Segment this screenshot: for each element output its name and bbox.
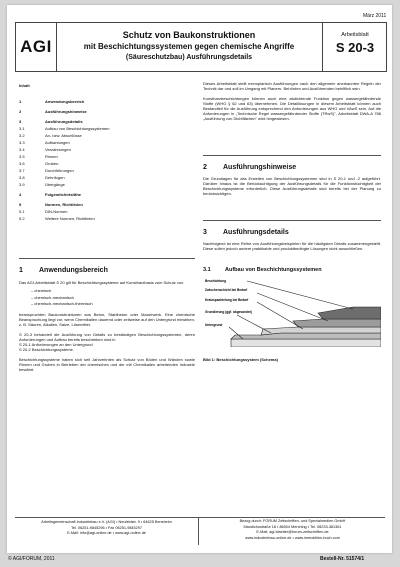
toc-item-label: Anwendungsbereich (45, 99, 85, 104)
toc-item (19, 215, 189, 222)
logo-cell (16, 23, 57, 71)
toc-list (19, 98, 189, 222)
section-number: 3 (203, 229, 207, 236)
document-title: Schutz von Baukonstruktionen (122, 30, 256, 40)
toc-item-label: Weitere Normen, Richtlinien (45, 216, 95, 221)
leader-line (257, 302, 303, 329)
footer-divider (15, 517, 385, 518)
section-2-body (203, 176, 381, 196)
label-scratch-coat: Kratzspachtelung bei Bedarf (205, 298, 249, 302)
toc-item-label: Folgemitchirtsitthe (45, 192, 82, 197)
leader-line (237, 315, 271, 333)
toc-item-number: 3.6 (19, 161, 25, 166)
toc-item-label: Durchführungen (45, 168, 74, 173)
toc-item-number: 3.1 (19, 126, 25, 131)
paragraph: Das AGI-Arbeitsblatt S 20 gilt für Beschichtungssysteme auf Kunstharzbasis zum Schutz von (19, 280, 184, 285)
list-item: S 20-2 Beschichtungssysteme. (19, 346, 74, 352)
document-subtitle: mit Beschichtungssystemen gegen chemische Angriffe (83, 42, 295, 51)
label-intermediate: Zwischenschicht bei Bedarf (205, 288, 248, 292)
toc-item-label: Übergänge (45, 182, 65, 187)
section-3-heading (203, 229, 289, 236)
toc-item-label: Dehnfugen (45, 175, 65, 180)
paragraph: S 20-3 behandelt die Ausführung von Details zu beständigen Beschichtungssystemen, deren Anforderungen und Aufbau bereits beschrieben sind in (19, 331, 195, 342)
paragraph: Beschichtungssysteme haben sich seit Jahrzehnten als Schutz von Böden und Wänden sowie Rinnen und Gruben in Betrieben der chemischen und der mit Chemikalien arbeitenden Industrie bewährt. (19, 356, 195, 372)
label-primer: Grundierung (ggf. abgesandet) (205, 310, 252, 314)
section-number: 2 (203, 164, 207, 171)
sheet-number-cell (322, 23, 387, 71)
issue-date: März 2011 (363, 13, 387, 19)
section-2-heading (203, 164, 296, 171)
agi-logo: AGI (20, 37, 52, 56)
leader-line (247, 281, 353, 309)
toc-item-label: Aufbau von Beschichtungssystemen (45, 126, 110, 131)
toc-item (19, 153, 189, 160)
footer-separator (198, 517, 199, 545)
section-title: Aufbau von Beschichtungssystemen (225, 267, 322, 273)
section-number: 3.1 (203, 267, 211, 273)
paragraph: Nachfolgend ist eine Reihe von Ausführungsbeispielen für die häufigsten Details zusammengestellt. Diese sollen jedoch andere praktikable und produktbedingte Lösungen nicht ausschließen. (203, 241, 381, 251)
right-intro (203, 81, 381, 121)
toc-item-number: 5.2 (19, 216, 25, 221)
toc-item-number: 2 (19, 109, 22, 114)
toc-item (19, 118, 189, 125)
toc-item-number: 3.4 (19, 147, 25, 152)
title-cell (56, 23, 322, 71)
toc-item (19, 132, 189, 139)
copyright: © AGI/FORUM, 2011 (8, 556, 55, 562)
toc-item-label: Verzahnungen (45, 147, 71, 152)
toc-item (19, 108, 189, 115)
section-title: Anwendungsbereich (39, 267, 108, 274)
toc-item (19, 191, 189, 198)
toc-item-label: Gruben (45, 161, 59, 166)
sheet-number: S 20-3 (335, 40, 375, 55)
toc-item (19, 174, 189, 181)
toc-item (19, 201, 189, 208)
primer-layer (231, 333, 381, 339)
section-3-1-heading (203, 267, 322, 273)
reference-list (19, 342, 195, 352)
toc-item-label: Ausführungsdetails (45, 119, 83, 124)
leader-line (257, 293, 328, 321)
toc-heading: Inhalt (19, 83, 30, 88)
section-number: 1 (19, 267, 23, 274)
toc-item-number: 5.1 (19, 209, 25, 214)
toc-item (19, 208, 189, 215)
toc-item-number: 5 (19, 202, 22, 207)
address-line: Mandichostraße 18 • 86504 Merching • Tel. 08233-381361 (243, 524, 342, 529)
distributor-line: Bezug durch: FORUM Zeitschriften- und Spezialmedien GmbH (239, 519, 346, 523)
toc-item (19, 181, 189, 188)
toc-item (19, 160, 189, 167)
label-substrate: Untergrund (205, 323, 223, 327)
toc-item (19, 98, 189, 105)
order-number: Bestell-Nr. 51574/1 (320, 556, 365, 562)
web-line: www.industriebau-online.de • www.immobilien-buch.com (245, 535, 340, 540)
toc-item (19, 125, 189, 132)
coating-layer (318, 307, 381, 319)
section-divider (203, 155, 381, 156)
list-item: – chemisch-mechanisch-thermisch (31, 301, 93, 306)
toc-item (19, 139, 189, 146)
toc-item-number: 3 (19, 119, 22, 124)
publisher-info (15, 520, 198, 537)
beanspruchung-list (19, 288, 195, 308)
section-1-heading (19, 267, 108, 274)
paragraph: Dieses Arbeitsblatt stellt exemplarisch Ausführungen nach den allgemein anerkannten Regeln der Technik dar und soll im Umgang mit Planern, Behörden und Ausführenden behilflich sein. (203, 81, 381, 91)
section-title: Ausführungshinweise (223, 164, 297, 171)
section-title: Ausführungsdetails (223, 229, 289, 236)
toc-item-number: 3.8 (19, 175, 25, 180)
list-item: – chemisch (31, 288, 52, 293)
toc-item-label: Ausführungshinweise (45, 109, 87, 114)
section-divider (203, 220, 381, 221)
toc-item-number: 3.2 (19, 133, 25, 138)
toc-item (19, 167, 189, 174)
toc-item-number: 1 (19, 99, 22, 104)
toc-item-number: 3.3 (19, 140, 25, 145)
toc-item-number: 3.5 (19, 154, 25, 159)
intermediate-layer (293, 319, 381, 327)
coating-system-figure (203, 277, 381, 347)
contact-line: E-Mail: info@agi-online.de • www.agi-online.de (67, 531, 146, 535)
email-line: E-Mail: agi-blaetter@forum-zeitschriften.de (256, 530, 329, 534)
table-of-contents (19, 82, 189, 222)
document-subtitle-2: (Säureschutzbau) Ausführungsdetails (125, 54, 253, 61)
phone-line: Tel. 06251-9845296 • Fax 06251-9845297 (71, 525, 142, 530)
toc-item-label: DIN-Normen (45, 209, 68, 214)
toc-item-number: 3.9 (19, 182, 25, 187)
toc-item (19, 146, 189, 153)
paragraph: Kunstharzbeschichtungen können auch eine abdichtende Funktion gegen wassergefährdende Stoffe (WHG § 62 und 63) übernehmen. Die Detaillösungen in diesem Arbeitsblatt können auch Bestandteil für die Ausführung entsprechend den Anforderungen aus WHG und VAwS sein. Auf die Anforderungen in „Technische Regel wassergefährdender Stoffe (TRwS)", Arbeitsblatt DWA-A 786 „Ausführung von Dichtflächen" wird hingewiesen. (203, 96, 381, 121)
section-3-body (203, 241, 381, 251)
toc-item-label: Aufkantungen (45, 140, 70, 145)
address-line: Arbeitsgemeinschaft Industriebau e.V. (AGI) • Neufeldstr. 9 • 64625 Bensheim (41, 520, 172, 524)
section-1-body (19, 280, 195, 372)
paragraph: beanspruchten Baukonstruktionen aus Beton, Stahlbeton oder Mauerwerk. Eine chemische Beanspruchung liegt vor, wenn Chemikalien dauernd oder zeitweise auf den Untergrund einwirken, z. B. Säuren, Alkalien, Salze, Lösemittel. (19, 311, 195, 327)
toc-item-label: Normen, Richtlinien (45, 202, 83, 207)
sheet-label: Arbeitsblatt (341, 32, 369, 38)
header-box (15, 22, 387, 72)
section-divider (19, 258, 195, 259)
toc-item-label: An- bzw. Abschlüsse (45, 133, 82, 138)
paragraph: Die Grundlagen für das Erstellen von Beschichtungssystemen sind in S 20-1 und -2 aufgeführt. Darüber hinaus ist die Berücksichtigung der Ausführungsdetails für die Funktionstüchtigkeit der Beschichtungssysteme erforderlich. Diese Ausführungsdetails sind bereits bei der Planung zu berücksichtigen. (203, 176, 381, 196)
document-page (7, 5, 392, 553)
distribution-info (200, 519, 385, 541)
toc-item-label: Rinnen (45, 154, 58, 159)
list-item: S 20-1 Anforderungen an den Untergrund (19, 341, 93, 347)
toc-item-number: 3.7 (19, 168, 25, 173)
toc-item-number: 4 (19, 192, 22, 197)
substrate-layer (231, 339, 381, 347)
figure-caption: Bild 1: Beschichtungssystem (Schema) (203, 357, 278, 362)
label-coating: Beschichtung (205, 279, 227, 283)
list-item: – chemisch-mechanisch (31, 294, 74, 300)
